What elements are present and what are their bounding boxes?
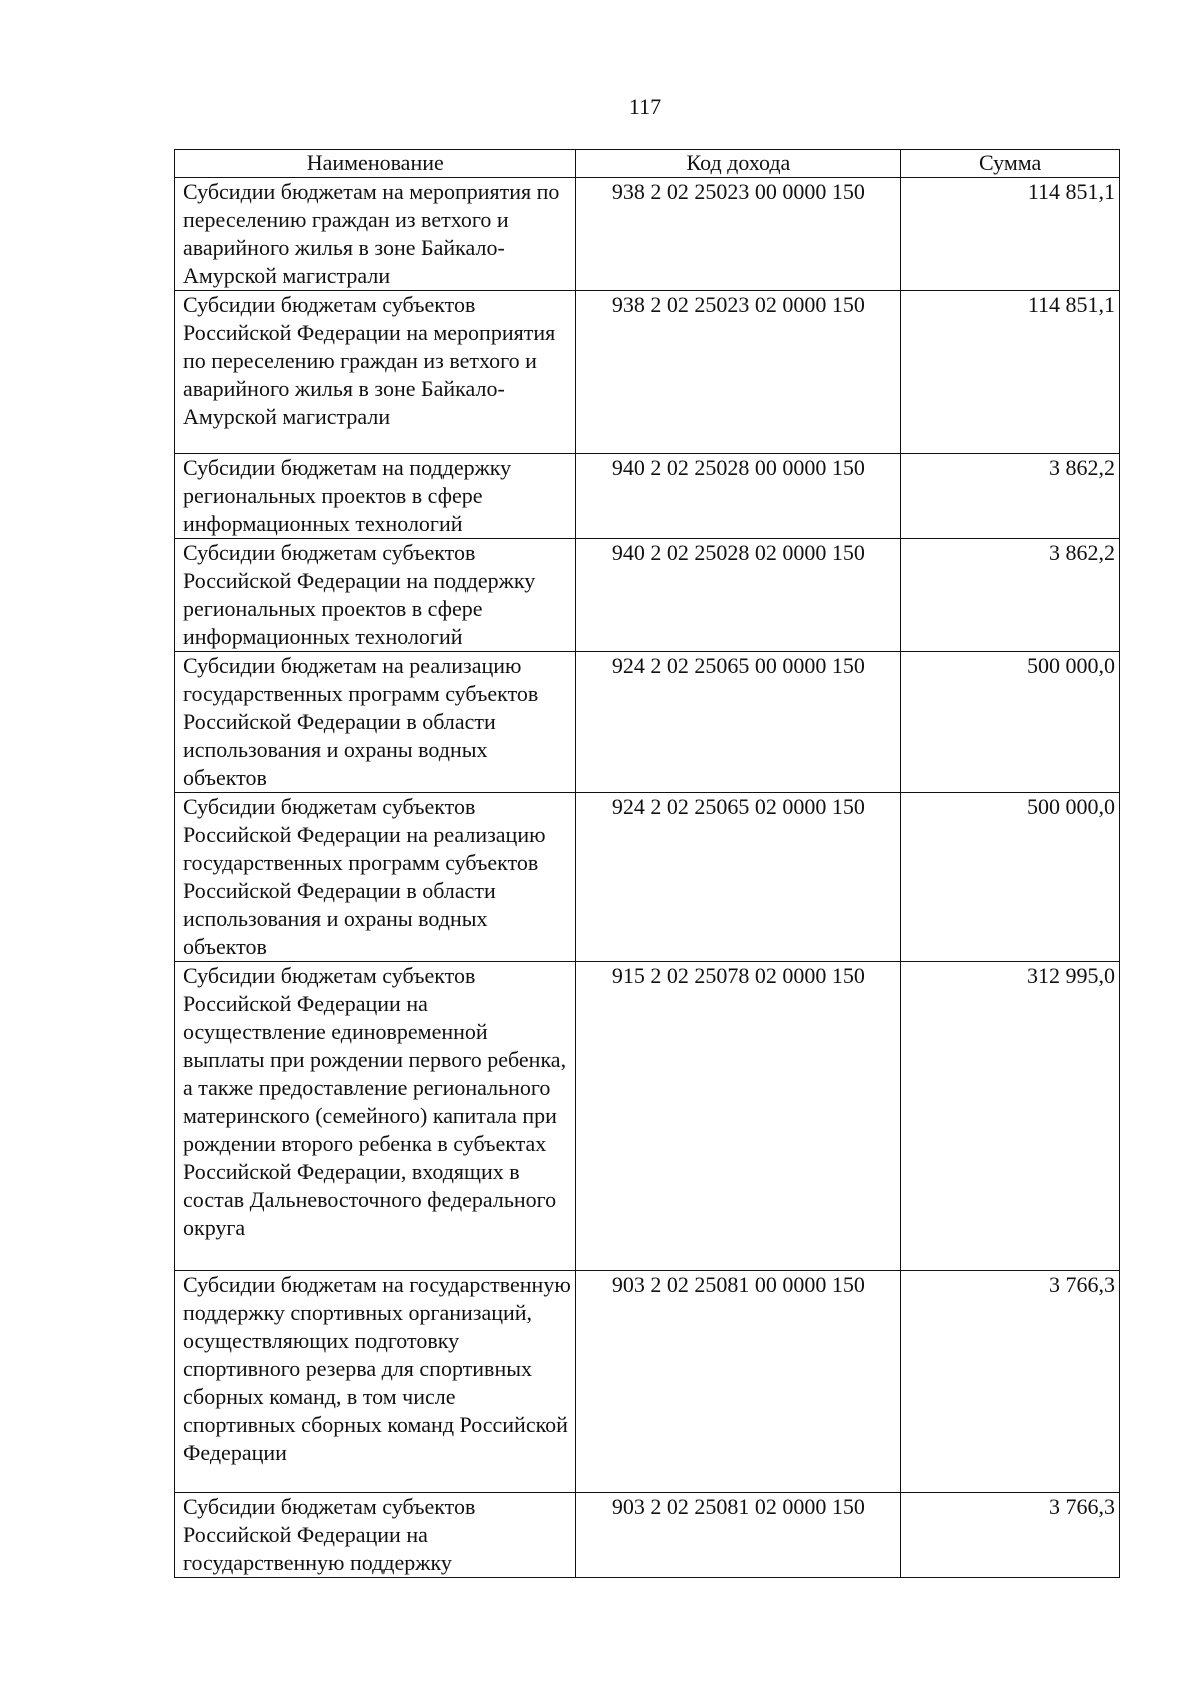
row-code: 940 2 02 25028 00 0000 150 — [576, 454, 901, 539]
row-code: 915 2 02 25078 02 0000 150 — [576, 962, 901, 1271]
table-row — [175, 1493, 1120, 1578]
table-row — [175, 793, 1120, 962]
row-name: Субсидии бюджетам субъектов Российской Федерации на мероприятия по переселению граждан из ветхого и аварийного жилья в зоне Байкало-Амурской магистрали — [175, 291, 576, 454]
table-header-row — [175, 150, 1120, 178]
row-name: Субсидии бюджетам субъектов Российской Федерации на реализацию государственных программ субъектов Российской Федерации в области использования и охраны водных объектов — [175, 793, 576, 962]
table-row — [175, 291, 1120, 454]
row-sum: 3 766,3 — [901, 1271, 1120, 1493]
row-code: 924 2 02 25065 00 0000 150 — [576, 652, 901, 793]
row-name: Субсидии бюджетам субъектов Российской Федерации на государственную поддержку — [175, 1493, 576, 1578]
row-name: Субсидии бюджетам на реализацию государственных программ субъектов Российской Федерации в области использования и охраны водных объектов — [175, 652, 576, 793]
row-sum: 3 862,2 — [901, 539, 1120, 652]
row-sum: 3 862,2 — [901, 454, 1120, 539]
page-number: 117 — [628, 94, 662, 119]
row-code: 940 2 02 25028 02 0000 150 — [576, 539, 901, 652]
header-sum: Сумма — [901, 150, 1120, 178]
income-table — [174, 149, 1120, 1578]
row-code: 938 2 02 25023 00 0000 150 — [576, 178, 901, 291]
table-row — [175, 539, 1120, 652]
row-sum: 500 000,0 — [901, 793, 1120, 962]
row-sum: 114 851,1 — [901, 291, 1120, 454]
header-code: Код дохода — [576, 150, 901, 178]
table-row — [175, 962, 1120, 1271]
table-row — [175, 1271, 1120, 1493]
header-name: Наименование — [175, 150, 576, 178]
table-row — [175, 652, 1120, 793]
row-name: Субсидии бюджетам на поддержку региональных проектов в сфере информационных технологий — [175, 454, 576, 539]
row-name: Субсидии бюджетам субъектов Российской Федерации на осуществление единовременной выплаты при рождении первого ребенка, а также предоставление регионального материнского (семейного) капитала при рождении второго ребенка в субъектах Российской Федерации, входящих в состав Дальневосточного федерального округа — [175, 962, 576, 1271]
row-code: 903 2 02 25081 02 0000 150 — [576, 1493, 901, 1578]
row-name: Субсидии бюджетам на государственную поддержку спортивных организаций, осуществляющих подготовку спортивного резерва для спортивных сборных команд, в том числе спортивных сборных команд Российской Федерации — [175, 1271, 576, 1493]
table-row — [175, 454, 1120, 539]
row-code: 903 2 02 25081 00 0000 150 — [576, 1271, 901, 1493]
row-sum: 312 995,0 — [901, 962, 1120, 1271]
row-sum: 500 000,0 — [901, 652, 1120, 793]
row-code: 938 2 02 25023 02 0000 150 — [576, 291, 901, 454]
row-name: Субсидии бюджетам на мероприятия по переселению граждан из ветхого и аварийного жилья в зоне Байкало-Амурской магистрали — [175, 178, 576, 291]
row-name: Субсидии бюджетам субъектов Российской Федерации на поддержку региональных проектов в сфере информационных технологий — [175, 539, 576, 652]
table-row — [175, 178, 1120, 291]
row-code: 924 2 02 25065 02 0000 150 — [576, 793, 901, 962]
row-sum: 114 851,1 — [901, 178, 1120, 291]
row-sum: 3 766,3 — [901, 1493, 1120, 1578]
